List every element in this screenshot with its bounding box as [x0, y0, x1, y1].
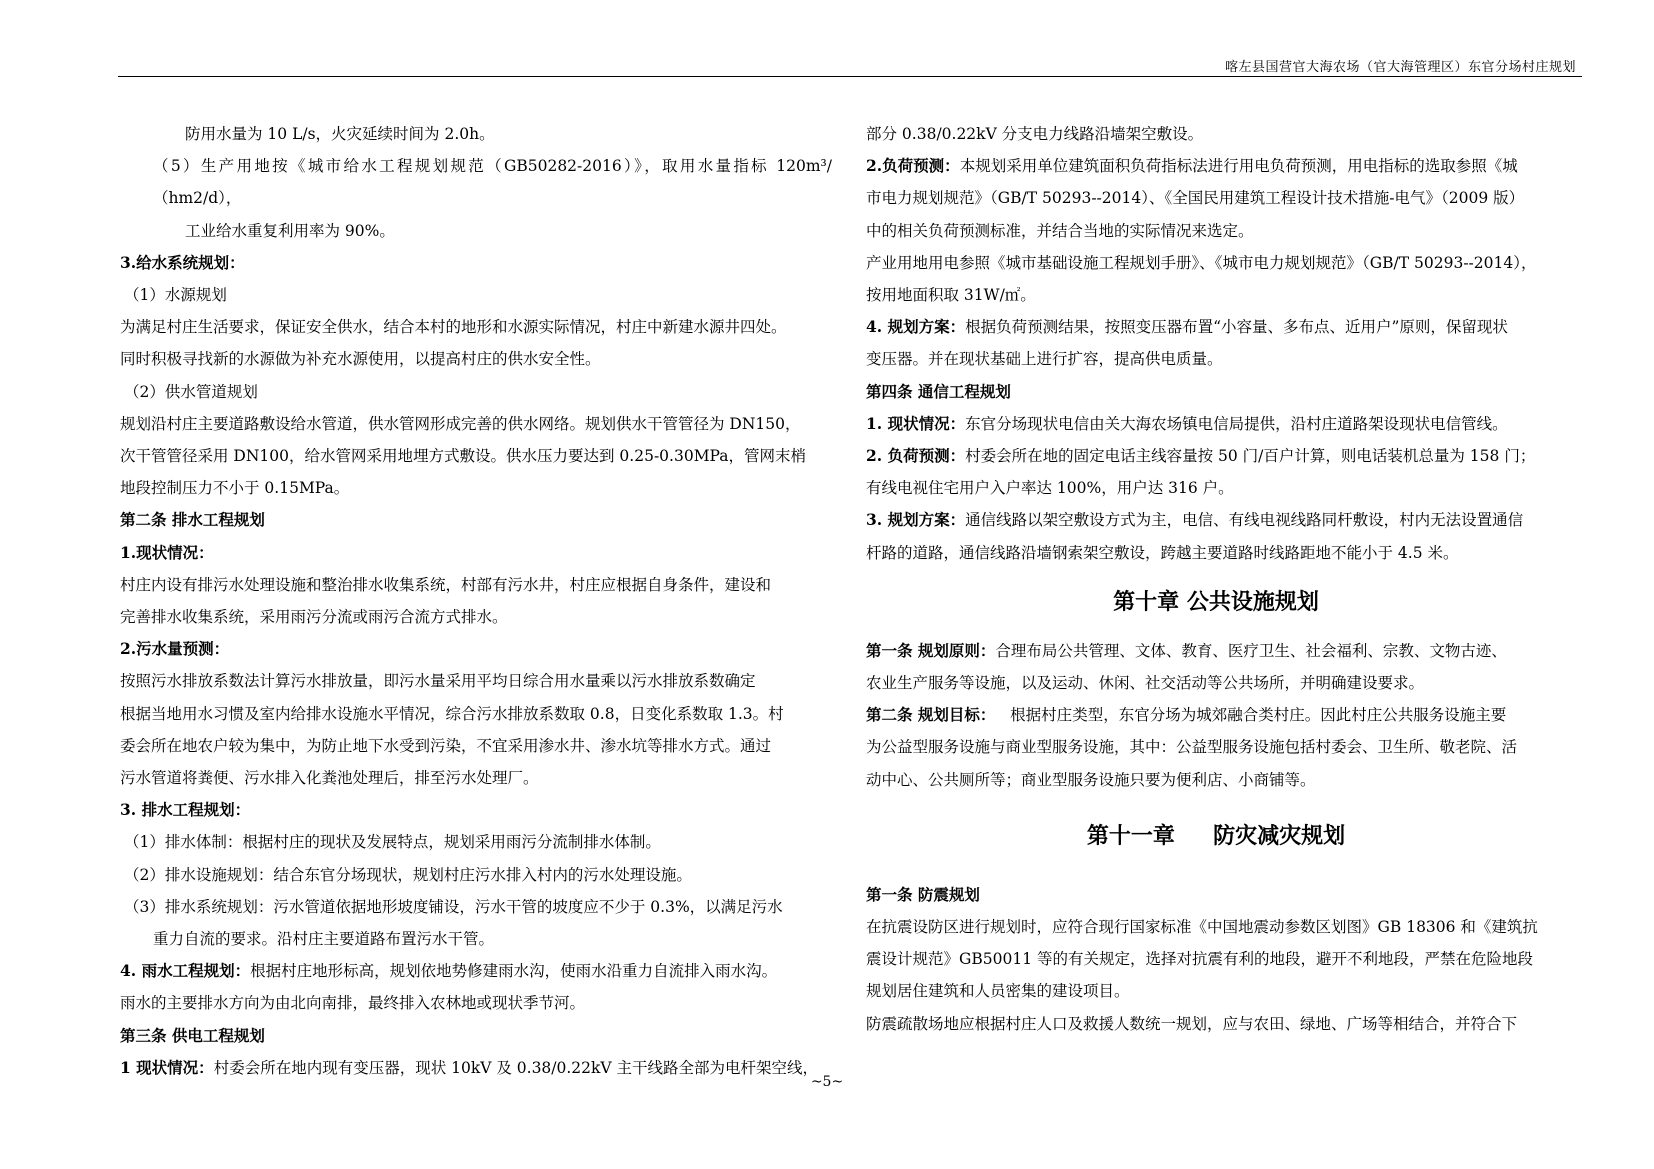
paragraph-line: 为满足村庄生活要求，保证安全供水，结合本村的地形和水源实际情况，村庄中新建水源井四处。: [120, 318, 787, 337]
article-heading: 第二条 排水工程规划: [120, 510, 265, 530]
paragraph-line: 污水管道将粪便、污水排入化粪池处理后，排至污水处理厂。: [120, 769, 539, 788]
inline-text: 本规划采用单位建筑面积负荷指标法进行用电负荷预测，用电指标的选取参照《城: [959, 157, 1518, 176]
paragraph-line: 震设计规范》GB50011 等的有关规定，选择对抗震有利的地段，避开不利地段，严禁在危险地段: [866, 950, 1534, 969]
inline-text: 根据村庄地形标高，规划依地势修建雨水沟，使雨水沿重力自流排入雨水沟。: [250, 962, 778, 981]
paragraph-line: 市电力规划规范》（GB/T 50293--2014）、《全国民用建筑工程设计技术措施-电气》（2009 版）: [866, 189, 1525, 208]
paragraph-line: 部分 0.38/0.22kV 分支电力线路沿墙架空敷设。: [866, 125, 1204, 143]
inline-heading: 1 现状情况：: [120, 1057, 214, 1077]
list-item: （2）排水设施规划：结合东官分场现状，规划村庄污水排入村内的污水处理设施。: [124, 865, 692, 884]
paragraph-line: 工业给水重复利用率为 90%。: [185, 221, 395, 240]
header-divider: [118, 76, 1582, 77]
subsection-heading: （1）水源规划: [124, 286, 227, 305]
paragraph-line: 村庄内设有排污水处理设施和整治排水收集系统，村部有污水井，村庄应根据自身条件，建设和: [120, 575, 772, 594]
article-heading: 第四条 通信工程规划: [866, 381, 1011, 401]
paragraph-line: [866, 504, 1566, 536]
right-column: [866, 118, 1566, 1040]
paragraph-line: 按用地面积取 31W/㎡。: [866, 286, 1036, 305]
page-number: ~5~: [810, 1074, 844, 1090]
paragraph-line: 规划沿村庄主要道路敷设给水管道，供水管网形成完善的供水网络。规划供水干管管径为 DN150，: [120, 414, 801, 433]
inline-text: 村委会所在地的固定电话主线容量按 50 门/百户计算，则电话装机总量为 158 门；: [965, 447, 1536, 466]
paragraph-line: 防用水量为 10 L/s，火灾延续时间为 2.0h。: [185, 125, 495, 143]
paragraph-line: 规划居住建筑和人员密集的建设项目。: [866, 982, 1130, 1001]
paragraph-line: [866, 311, 1566, 343]
inline-heading: 3. 规划方案：: [866, 510, 966, 530]
article-heading: 第一条 防震规划: [866, 884, 980, 904]
inline-text: 合理布局公共管理、文体、教育、医疗卫生、社会福利、宗教、文物古迹、: [995, 641, 1507, 660]
left-column: [120, 118, 832, 1084]
inline-text: 根据村庄类型，东官分场为城郊融合类村庄。因此村庄公共服务设施主要: [995, 706, 1507, 725]
chapter-title: 第十章 公共设施规划: [1113, 588, 1319, 615]
article-heading: 第三条 供电工程规划: [120, 1025, 265, 1045]
paragraph-line: （5）生产用地按《城市给水工程规划规范（GB50282-2016）》，取用水量指标 120m³/（hm2/d），: [153, 157, 832, 208]
paragraph-line: [120, 955, 832, 987]
subsection-heading: （2）供水管道规划: [124, 382, 258, 401]
paragraph-line: 杆路的道路，通信线路沿墙钢索架空敷设，跨越主要道路时线路距地不能小于 4.5 米。: [866, 543, 1459, 562]
paragraph-line: 有线电视住宅用户入户率达 100%，用户达 316 户。: [866, 479, 1234, 498]
inline-text: 根据负荷预测结果，按照变压器布置“小容量、多布点、近用户”原则，保留现状: [965, 318, 1508, 337]
paragraph-line: [866, 150, 1566, 182]
paragraph-line: 中的相关负荷预测标准，并结合当地的实际情况来选定。: [866, 221, 1254, 240]
list-item: （3）排水系统规划：污水管道依据地形坡度铺设，污水干管的坡度应不少于 0.3%，以满足污水: [124, 897, 783, 916]
chapter-title: 第十一章 防灾减灾规划: [1086, 822, 1346, 849]
paragraph-line: 完善排水收集系统，采用雨污分流或雨污合流方式排水。: [120, 608, 508, 627]
inline-heading: 1. 现状情况：: [866, 413, 966, 433]
inline-heading: 4. 规划方案：: [866, 317, 966, 337]
document-header-title: 喀左县国营官大海农场（官大海管理区）东官分场村庄规划: [1224, 60, 1576, 75]
section-heading: 1.现状情况：: [120, 542, 214, 562]
inline-text: 村委会所在地内现有变压器，现状 10kV 及 0.38/0.22kV 主干线路全部为电杆架空线，: [213, 1058, 819, 1077]
paragraph-line: [866, 635, 1566, 667]
inline-heading: 2.负荷预测：: [866, 156, 960, 176]
inline-text: 通信线路以架空敷设方式为主，电信、有线电视线路同杆敷设，村内无法设置通信: [965, 511, 1524, 530]
section-heading: 2.污水量预测：: [120, 639, 230, 659]
paragraph-line: 农业生产服务等设施，以及运动、休闲、社交活动等公共场所，并明确建设要求。: [866, 674, 1425, 693]
paragraph-line: 委会所在地农户较为集中，为防止地下水受到污染，不宜采用渗水井、渗水坑等排水方式。通过: [120, 736, 772, 755]
inline-heading: 第二条 规划目标：: [866, 705, 996, 725]
paragraph-line: 地段控制压力不小于 0.15MPa。: [120, 479, 350, 498]
list-item: （1）排水体制：根据村庄的现状及发展特点，规划采用雨污分流制排水体制。: [124, 833, 661, 852]
section-heading: 3.给水系统规划：: [120, 252, 245, 272]
section-heading: 3. 排水工程规划：: [120, 800, 251, 820]
paragraph-line: 变压器。并在现状基础上进行扩容，提高供电质量。: [866, 350, 1223, 369]
paragraph-line: [866, 699, 1566, 731]
paragraph-line: 防震疏散场地应根据村庄人口及救援人数统一规划，应与农田、绿地、广场等相结合，并符合下: [866, 1014, 1518, 1033]
paragraph-line: 按照污水排放系数法计算污水排放量，即污水量采用平均日综合用水量乘以污水排放系数确定: [120, 672, 756, 691]
paragraph-line: 动中心、公共厕所等；商业型服务设施只要为便利店、小商铺等。: [866, 770, 1316, 789]
inline-heading: 2. 负荷预测：: [866, 446, 966, 466]
paragraph-line: 在抗震设防区进行规划时，应符合现行国家标准《中国地震动参数区划图》GB 18306 和《建筑抗: [866, 918, 1538, 937]
paragraph-line: 根据当地用水习惯及室内给排水设施水平情况，综合污水排放系数取 0.8，日变化系数取 1.3。村: [120, 704, 784, 723]
paragraph-line: 产业用地用电参照《城市基础设施工程规划手册》、《城市电力规划规范》（GB/T 50293--2014），: [866, 253, 1537, 272]
paragraph-line: [866, 440, 1566, 472]
inline-heading: 第一条 规划原则：: [866, 640, 996, 660]
inline-text: 东官分场现状电信由关大海农场镇电信局提供，沿村庄道路架设现状电信管线。: [965, 414, 1508, 433]
paragraph-line: 为公益型服务设施与商业型服务设施，其中：公益型服务设施包括村委会、卫生所、敬老院、活: [866, 738, 1518, 757]
paragraph-line: 雨水的主要排水方向为由北向南排，最终排入农林地或现状季节河。: [120, 994, 586, 1013]
paragraph-line: 次干管管径采用 DN100，给水管网采用地埋方式敷设。供水压力要达到 0.25-0.30MPa，管网末梢: [120, 447, 807, 466]
paragraph-line: [866, 408, 1566, 440]
inline-heading: 4. 雨水工程规划：: [120, 961, 251, 981]
paragraph-line: 重力自流的要求。沿村庄主要道路布置污水干管。: [153, 930, 495, 949]
paragraph-line: 同时积极寻找新的水源做为补充水源使用，以提高村庄的供水安全性。: [120, 350, 601, 369]
